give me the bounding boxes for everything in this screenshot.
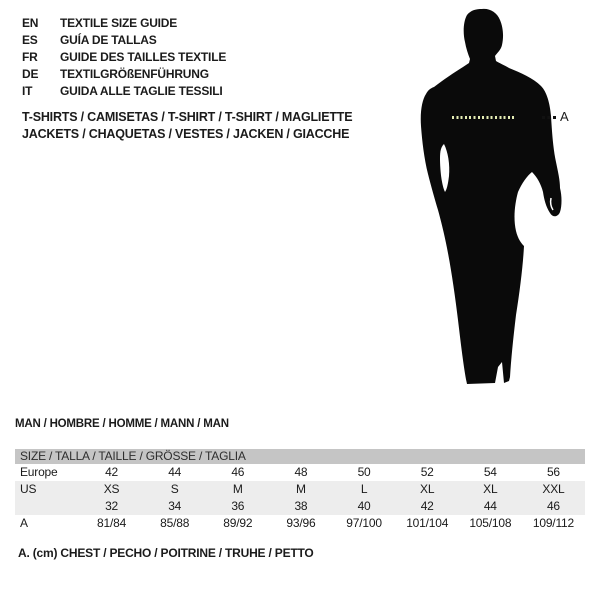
table-cell: 42	[105, 465, 119, 479]
table-cell: 109/112	[532, 516, 574, 530]
language-code: ES	[22, 33, 38, 47]
footnote-chest: A. (cm) CHEST / PECHO / POITRINE / TRUHE / PETTO	[18, 546, 314, 560]
language-label: GUIDE DES TAILLES TEXTILE	[60, 50, 227, 64]
language-row	[22, 49, 226, 66]
table-cell: 44	[168, 465, 182, 479]
chest-measure-dashes-inner	[452, 116, 516, 119]
table-cell: 52	[420, 465, 434, 479]
table-cell: 89/92	[223, 516, 253, 530]
row-label: Europe	[20, 465, 58, 479]
table-cell: 32	[105, 499, 119, 513]
language-label: TEXTILE SIZE GUIDE	[60, 16, 178, 30]
table-cell: XL	[420, 482, 435, 496]
language-row	[22, 15, 226, 32]
table-cell: 46	[546, 499, 560, 513]
table-cell: 105/108	[469, 516, 512, 530]
language-list	[22, 15, 226, 100]
table-cell: 54	[483, 465, 497, 479]
table-cell: 97/100	[346, 516, 382, 530]
language-row	[22, 83, 226, 100]
section-title-man: MAN / HOMBRE / HOMME / MANN / MAN	[15, 418, 229, 430]
table-cell: S	[170, 482, 179, 496]
size-table	[15, 449, 585, 532]
table-cell: 42	[420, 499, 434, 513]
row-label: A	[20, 516, 28, 530]
table-cell: XS	[103, 482, 120, 496]
table-row-chest	[15, 515, 585, 532]
table-cell: 34	[168, 499, 182, 513]
table-header: SIZE / TALLA / TAILLE / GRÖSSE / TAGLIA	[15, 449, 585, 464]
language-label: GUIDA ALLE TAGLIE TESSILI	[60, 84, 223, 98]
table-cell: 101/104	[406, 516, 449, 530]
table-cell: 38	[294, 499, 308, 513]
language-label: GUÍA DE TALLAS	[60, 33, 157, 47]
language-code: FR	[22, 50, 38, 64]
language-code: EN	[22, 16, 39, 30]
table-cell: 93/96	[286, 516, 316, 530]
row-label	[15, 498, 80, 515]
table-cell: XL	[483, 482, 498, 496]
category-list	[22, 109, 352, 143]
chest-measure-dashes-outer	[542, 116, 558, 119]
man-silhouette-icon	[405, 0, 580, 400]
language-code: DE	[22, 67, 39, 81]
table-cell: L	[360, 482, 368, 496]
table-cell: XXL	[542, 482, 565, 496]
table-cell: M	[296, 482, 306, 496]
table-cell: 50	[357, 465, 371, 479]
table-row-us	[15, 481, 585, 498]
category-jackets: JACKETS / CHAQUETAS / VESTES / JACKEN / GIACCHE	[22, 127, 350, 141]
table-row-us-numeric	[15, 498, 585, 515]
table-cell: 48	[294, 465, 308, 479]
row-label: US	[20, 482, 37, 496]
measure-label-a: A	[560, 109, 569, 124]
table-cell: 56	[546, 465, 560, 479]
table-cell: 40	[357, 499, 371, 513]
man-silhouette-figure	[405, 0, 580, 400]
table-cell: 46	[231, 465, 245, 479]
category-tshirts: T-SHIRTS / CAMISETAS / T-SHIRT / T-SHIRT / MAGLIETTE	[22, 110, 353, 124]
table-cell: 81/84	[97, 516, 127, 530]
language-code: IT	[22, 84, 33, 98]
language-label: TEXTILGRÖßENFÜHRUNG	[60, 67, 209, 81]
table-row-europe	[15, 464, 585, 481]
language-row	[22, 66, 226, 83]
table-cell: 36	[231, 499, 245, 513]
language-row	[22, 32, 226, 49]
table-cell: M	[232, 482, 243, 496]
table-cell: 44	[483, 499, 497, 513]
table-cell: 85/88	[160, 516, 190, 530]
